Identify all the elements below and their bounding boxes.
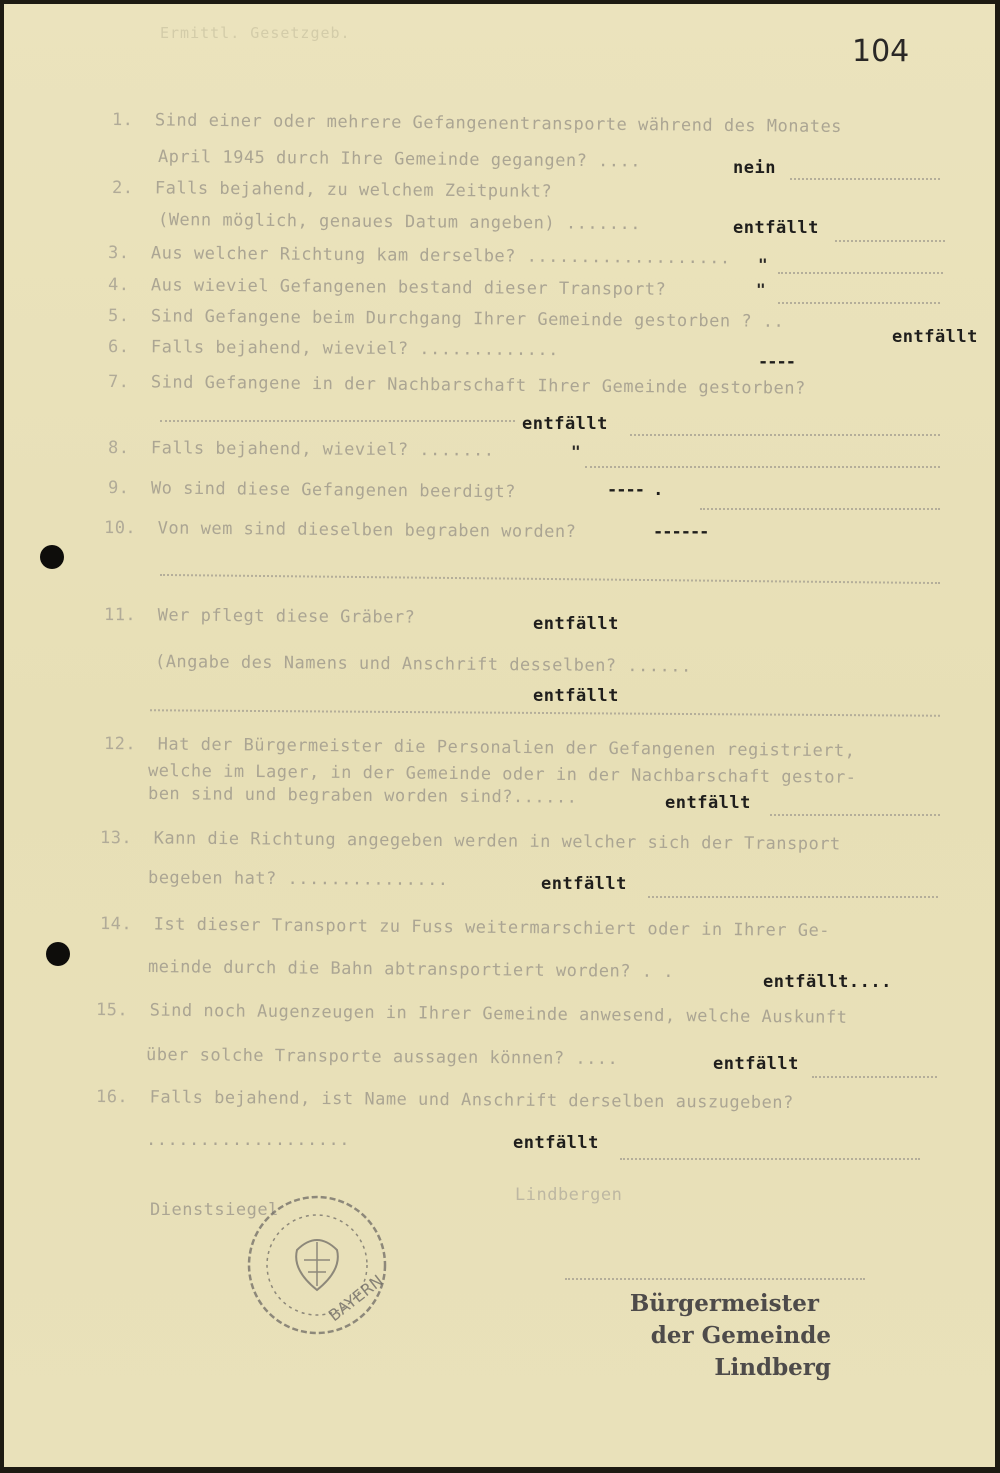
answer-9: ---- . bbox=[607, 480, 663, 500]
header-faint-text: Ermittl. Gesetzgeb. bbox=[160, 24, 351, 42]
answer-3: " bbox=[758, 255, 768, 274]
question-14-text: Ist dieser Transport zu Fuss weitermarschiert oder in Ihrer Ge- bbox=[153, 914, 831, 942]
answer-11-second: entfällt bbox=[533, 686, 619, 706]
page-edge-left bbox=[0, 0, 4, 1473]
stamp-seal-icon bbox=[242, 1190, 392, 1340]
question-15-text: Sind noch Augenzeugen in Ihrer Gemeinde anwesend, welche Auskunft bbox=[149, 1000, 848, 1028]
answer-7: entfällt bbox=[522, 414, 608, 434]
question-7-number: 7. bbox=[107, 372, 130, 393]
question-9-text: Wo sind diese Gefangenen beerdigt? bbox=[150, 478, 517, 503]
question-3-line-1 bbox=[108, 243, 731, 268]
question-4-number: 4. bbox=[107, 275, 130, 296]
answer-13-dots bbox=[648, 896, 938, 898]
question-2-number: 2. bbox=[111, 178, 134, 199]
page-edge-top bbox=[0, 0, 1000, 4]
answer-10: ------ bbox=[653, 522, 709, 542]
mayor-stamp bbox=[566, 1288, 831, 1384]
answer-8: " bbox=[571, 442, 581, 461]
answer-1-dots bbox=[790, 178, 940, 180]
svg-text:BAYERN: BAYERN bbox=[324, 1270, 387, 1326]
answer-14: entfällt.... bbox=[763, 972, 892, 992]
place-text: Lindbergen bbox=[515, 1185, 623, 1205]
question-6-line-1 bbox=[108, 337, 559, 360]
answer-10-dots bbox=[160, 574, 940, 584]
answer-11-dots bbox=[150, 709, 940, 717]
question-11-text: Wer pflegt diese Gräber? bbox=[157, 605, 416, 628]
question-16-text: Falls bejahend, ist Name und Anschrift derselben auszugeben? bbox=[149, 1087, 794, 1114]
answer-15: entfällt bbox=[713, 1054, 799, 1074]
question-14-number: 14. bbox=[99, 914, 133, 935]
question-12-line-1 bbox=[104, 734, 856, 761]
question-3-number: 3. bbox=[107, 243, 130, 264]
question-7-line-1 bbox=[108, 372, 806, 399]
question-16-line-2: ................... bbox=[146, 1130, 350, 1150]
punch-hole-bottom bbox=[46, 942, 70, 966]
question-7-text: Sind Gefangene in der Nachbarschaft Ihrer Gemeinde gestorben? bbox=[150, 372, 806, 399]
answer-1: nein bbox=[733, 158, 776, 178]
question-12-number: 12. bbox=[103, 734, 137, 755]
question-8-text: Falls bejahend, wieviel? ....... bbox=[150, 438, 495, 461]
question-3-text: Aus welcher Richtung kam derselbe? ................... bbox=[150, 243, 731, 269]
question-8-line-1 bbox=[108, 438, 495, 461]
question-1-line-1 bbox=[112, 110, 842, 137]
question-11-line-2: (Angabe des Namens und Anschrift desselben? ...... bbox=[154, 652, 692, 677]
stamp-label: Dienstsiegel bbox=[150, 1200, 279, 1220]
page-number: 104 bbox=[852, 34, 910, 69]
question-13-line-1 bbox=[100, 828, 841, 854]
question-2-line-1 bbox=[112, 178, 552, 202]
question-2-line-2: (Wenn möglich, genaues Datum angeben) ....... bbox=[157, 210, 642, 235]
page-edge-right bbox=[995, 0, 1000, 1473]
question-4-line-1 bbox=[108, 275, 666, 300]
answer-7-dots-right bbox=[630, 434, 940, 436]
question-12-line-2: welche im Lager, in der Gemeinde oder in der Nachbarschaft gestor- bbox=[147, 761, 857, 788]
question-5-text: Sind Gefangene beim Durchgang Ihrer Gemeinde gestorben ? .. bbox=[150, 306, 785, 332]
question-5-number: 5. bbox=[107, 306, 130, 327]
question-1-line-2: April 1945 durch Ihre Gemeinde gegangen? .... bbox=[157, 147, 642, 172]
question-6-number: 6. bbox=[107, 337, 130, 358]
question-6-text: Falls bejahend, wieviel? ............. bbox=[150, 337, 559, 361]
question-11-line-1 bbox=[104, 605, 416, 628]
question-5-line-1 bbox=[108, 306, 784, 332]
question-1-number: 1. bbox=[111, 110, 134, 131]
question-12-text: Hat der Bürgermeister die Personalien der Gefangenen registriert, bbox=[157, 734, 856, 762]
question-10-number: 10. bbox=[103, 518, 137, 539]
answer-2-dots bbox=[835, 240, 945, 242]
question-15-line-2: über solche Transporte aussagen können? .... bbox=[145, 1045, 619, 1070]
mayor-municipality: der Gemeinde Lindberg bbox=[650, 1322, 831, 1381]
question-8-number: 8. bbox=[107, 438, 130, 459]
question-15-number: 15. bbox=[95, 1000, 129, 1021]
question-2-text: Falls bejahend, zu welchem Zeitpunkt? bbox=[154, 178, 553, 202]
question-12-line-3: ben sind und begraben worden sind?...... bbox=[147, 784, 578, 808]
answer-12: entfällt bbox=[665, 793, 751, 813]
question-10-text: Von wem sind dieselben begraben worden? bbox=[157, 518, 577, 543]
answer-6: ---- bbox=[758, 352, 795, 372]
answer-12-dots bbox=[770, 814, 940, 816]
question-13-text: Kann die Richtung angegeben werden in welcher sich der Transport bbox=[153, 828, 841, 855]
question-16-line-1 bbox=[96, 1087, 794, 1113]
answer-5: entfällt bbox=[892, 327, 978, 347]
answer-13: entfällt bbox=[541, 874, 627, 894]
signature-line bbox=[565, 1278, 865, 1280]
answer-15-dots bbox=[812, 1076, 937, 1078]
answer-7-dots-left bbox=[160, 420, 515, 422]
question-13-number: 13. bbox=[99, 828, 133, 849]
answer-11: entfällt bbox=[533, 614, 619, 634]
question-9-line-1 bbox=[108, 478, 516, 502]
question-14-line-1 bbox=[100, 914, 830, 941]
question-15-line-1 bbox=[96, 1000, 848, 1028]
question-13-line-2: begeben hat? ............... bbox=[147, 868, 449, 891]
answer-3-dots bbox=[778, 272, 943, 274]
answer-2: entfällt bbox=[733, 218, 819, 238]
answer-8-dots bbox=[585, 466, 940, 468]
punch-hole-top bbox=[40, 545, 64, 569]
question-11-number: 11. bbox=[103, 605, 137, 626]
answer-16: entfällt bbox=[513, 1133, 599, 1153]
answer-16-dots bbox=[620, 1158, 920, 1160]
answer-4-dots bbox=[778, 302, 940, 304]
question-1-text: Sind einer oder mehrere Gefangenentransporte während des Monates bbox=[154, 110, 843, 138]
question-10-line-1 bbox=[104, 518, 577, 542]
question-16-number: 16. bbox=[95, 1087, 129, 1108]
answer-9-dots bbox=[700, 508, 940, 510]
official-stamp bbox=[242, 1190, 392, 1340]
question-9-number: 9. bbox=[107, 478, 130, 499]
question-14-line-2: meinde durch die Bahn abtransportiert worden? . . bbox=[147, 957, 675, 983]
page-edge-bottom bbox=[0, 1467, 1000, 1473]
mayor-title: Bürgermeister bbox=[629, 1290, 819, 1317]
answer-4: " bbox=[756, 280, 766, 299]
question-4-text: Aus wieviel Gefangenen bestand dieser Transport? bbox=[150, 275, 667, 300]
